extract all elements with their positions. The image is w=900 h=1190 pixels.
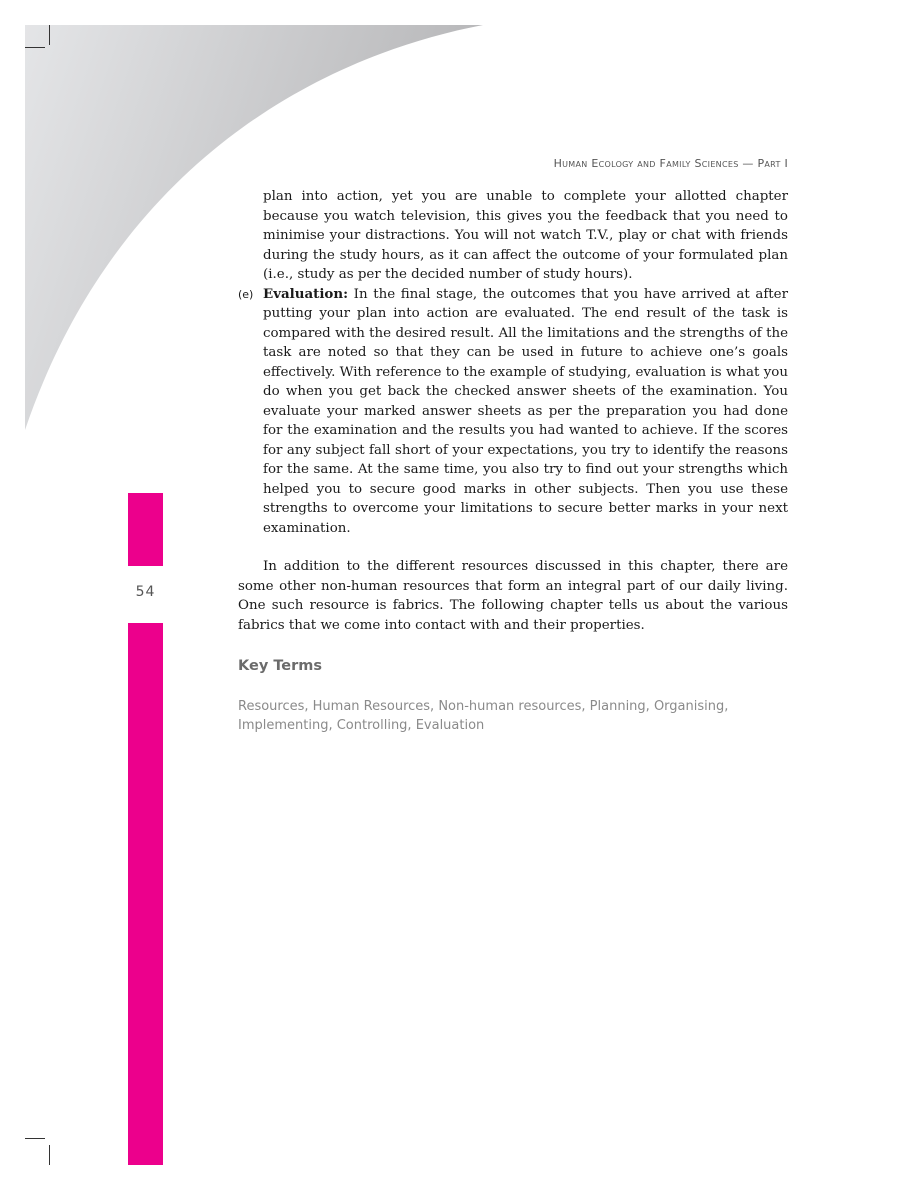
closing-paragraph: In addition to the different resources discussed in this chapter, there are some other non-human resources that form an integral part of our daily living. One such resource is fabrics. The following chapter tells us about the various fabrics that we come into contact with and their properties.: [238, 559, 788, 633]
running-head: Human Ecology and Family Sciences — Part I: [553, 157, 788, 170]
key-terms-list: Resources, Human Resources, Non-human resources, Planning, Organising, Implementing, Controlling, Evaluation: [238, 698, 729, 733]
margin-bar-bottom: [128, 623, 163, 1165]
crop-mark-top-left-h: [25, 47, 45, 48]
list-item-body: [263, 285, 788, 539]
term-evaluation: Evaluation:: [263, 285, 349, 302]
main-content: [238, 187, 788, 736]
page-number: 54: [135, 584, 156, 600]
margin-bar-top: [128, 493, 163, 566]
crop-mark-bottom-left-h: [25, 1138, 45, 1139]
crop-mark-top-left-v: [49, 25, 50, 45]
evaluation-text: In the final stage, the outcomes that you have arrived at after putting your plan into action are evaluated. The end result of the task is compared with the desired result. All the limitations and the strengths of the task are noted so that they can be used in future to achieve one’s goals effectively. With reference to the example of studying, evaluation is what you do when you get back the checked answer sheets of the examination. You evaluate your marked answer sheets as per the preparation you had done for the examination and the results you had wanted to achieve. If the scores for any subject fall short of your expectations, you try to identify the reasons for the same. At the same time, you also try to find out your strengths which helped you to secure good marks in other subjects. Then you use these strengths to overcome your limitations to secure better marks in your next examination.: [263, 286, 788, 536]
list-item-label: (e): [238, 287, 254, 301]
list-item-evaluation: [238, 285, 788, 539]
continued-item-text: plan into action, yet you are unable to complete your allotted chapter because you watch television, this gives you the feedback that you need to minimise your distractions. You will not watch T.V., play or chat with friends during the study hours, as it can affect the outcome of your formulated plan (i.e., study as per the decided number of study hours).: [263, 189, 788, 282]
crop-mark-bottom-left-v: [49, 1145, 50, 1165]
key-terms-heading: Key Terms: [238, 658, 323, 674]
